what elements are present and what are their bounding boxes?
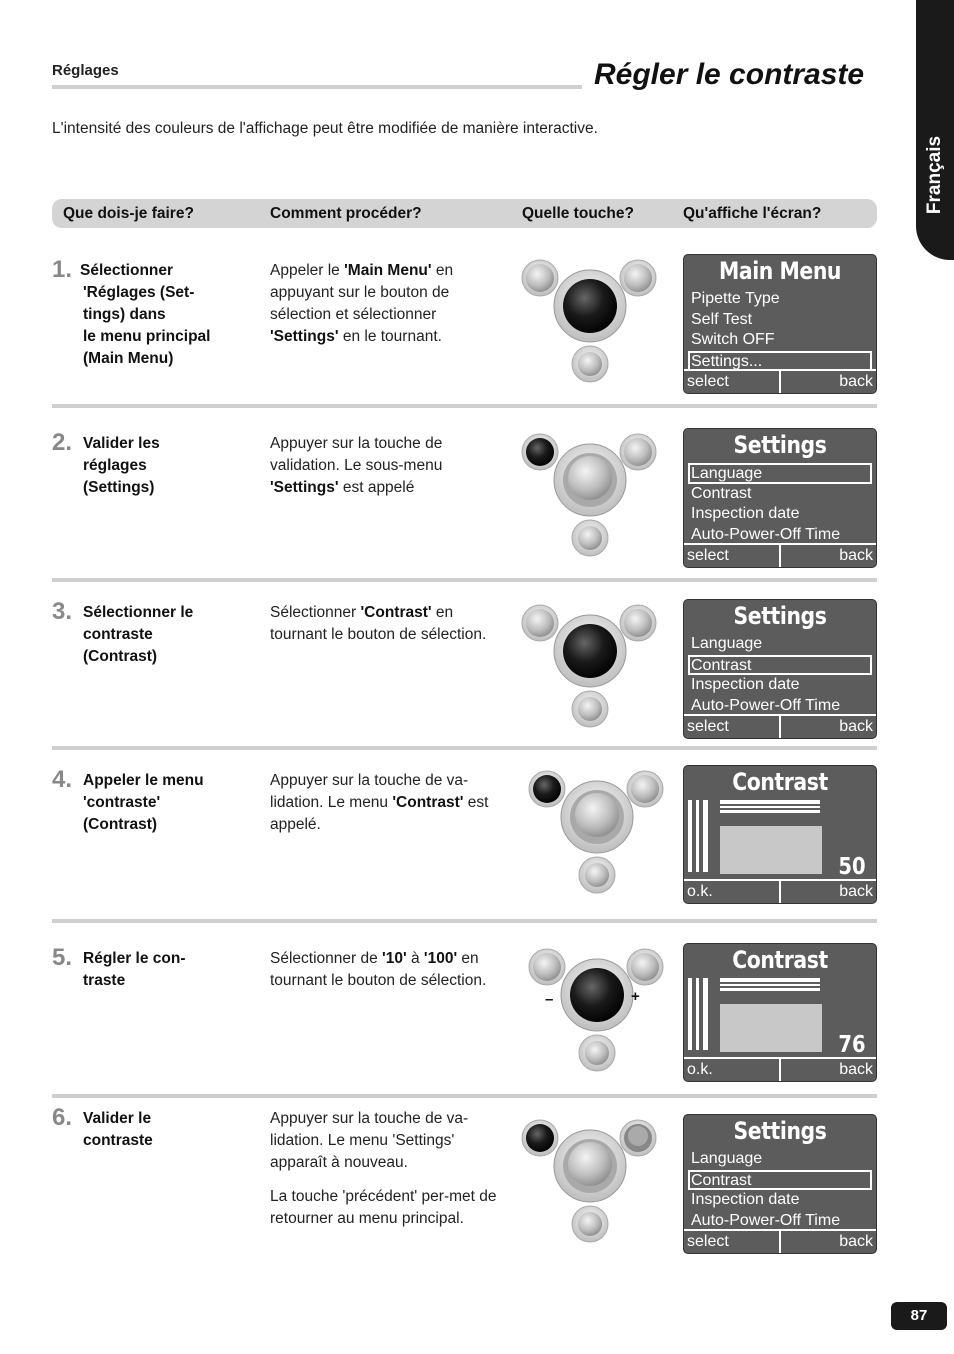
step-instruction-line: 'contraste' — [83, 794, 161, 811]
ok-button-icon — [526, 438, 554, 466]
contrast-lines — [720, 978, 820, 991]
softkey-right-label: back — [839, 547, 873, 564]
step-instruction-line: Sélectionner — [80, 262, 174, 279]
selection-wheel-icon — [563, 279, 617, 333]
device-screen — [683, 765, 877, 904]
screen-menu-item: Contrast — [691, 484, 752, 502]
bottom-button-icon — [578, 352, 602, 376]
step-number: 3. — [52, 598, 73, 625]
device-screen — [683, 428, 877, 568]
contrast-sample-box — [720, 826, 822, 874]
contrast-display — [684, 978, 876, 1057]
screen-softkeys — [684, 714, 876, 738]
keypad-illustration — [525, 945, 675, 1075]
column-header-key: Quelle touche? — [522, 205, 634, 222]
keypad-illustration — [525, 767, 675, 897]
plus-label: + — [631, 988, 640, 1005]
step-instruction-line: (Contrast) — [83, 816, 158, 833]
step-number: 5. — [52, 944, 73, 971]
screen-menu-item: Inspection date — [691, 1191, 800, 1208]
step-instruction-line: tings) dans — [83, 306, 166, 323]
softkey-left-label: select — [684, 716, 781, 738]
softkey-right-label: back — [839, 883, 873, 900]
screen-menu-item: Auto-Power-Off Time — [691, 525, 841, 543]
step-instruction — [80, 260, 210, 370]
screen-menu-item: Language — [691, 635, 763, 652]
keypad-illustration — [518, 1116, 668, 1246]
contrast-bars — [688, 800, 708, 872]
step-instruction-line: Sélectionner le — [83, 604, 194, 621]
screen-menu — [684, 1149, 876, 1229]
row-divider — [52, 404, 877, 408]
screen-menu-item-selected: Contrast — [688, 655, 872, 676]
softkey-right-label: back — [839, 1233, 873, 1250]
keypad-illustration — [518, 601, 668, 731]
device-screen — [683, 1114, 877, 1254]
step-number: 6. — [52, 1104, 73, 1131]
screen-title: Settings — [733, 602, 827, 630]
ok-button-icon — [526, 1124, 554, 1152]
device-screen — [683, 599, 877, 739]
keypad — [518, 256, 668, 391]
back-button-icon — [624, 438, 652, 466]
step-instruction-line: traste — [83, 972, 126, 989]
screen-menu-item: Pipette Type — [691, 290, 780, 307]
step-instruction-line: (Main Menu) — [83, 350, 174, 367]
step-procedure: Sélectionner de '10' à '100' en tournant le bouton de sélection. — [270, 950, 487, 989]
screen-menu-item: Inspection date — [691, 505, 800, 522]
keypad — [518, 430, 668, 565]
screen-menu — [684, 463, 876, 543]
device-screen — [683, 254, 877, 394]
row-divider — [52, 919, 877, 923]
ok-button-icon — [526, 264, 554, 292]
step-instruction-line: Régler le con- — [83, 950, 186, 967]
column-header-bar — [52, 199, 877, 228]
step-instruction-line: Valider les — [83, 435, 160, 452]
screen-softkeys — [684, 543, 876, 567]
device-screen — [683, 943, 877, 1082]
back-button-icon — [624, 609, 652, 637]
contrast-display — [684, 800, 876, 879]
softkey-right-label: back — [839, 373, 873, 390]
section-label: Réglages — [52, 62, 119, 79]
column-header-screen: Qu'affiche l'écran? — [683, 205, 822, 222]
step-instruction-line: contraste — [83, 1132, 153, 1149]
back-button-icon — [631, 953, 659, 981]
screen-menu-item-selected: Language — [688, 463, 872, 484]
screen-softkeys — [684, 879, 876, 903]
screen-softkeys — [684, 1229, 876, 1253]
contrast-lines — [720, 800, 820, 813]
language-tab — [916, 0, 954, 260]
step-instruction — [83, 433, 160, 499]
language-label: Français — [924, 135, 945, 215]
screen-softkeys — [684, 1057, 876, 1081]
page-title: Régler le contraste — [594, 58, 865, 91]
screen-title: Contrast — [732, 946, 828, 974]
section-rule — [52, 85, 582, 89]
screen-title: Contrast — [732, 768, 828, 796]
softkey-right-label: back — [839, 1061, 873, 1078]
step-instruction-line: Valider le — [83, 1110, 152, 1127]
step-instruction — [83, 948, 186, 992]
screen-menu-item: Inspection date — [691, 676, 800, 693]
screen-menu-item: Switch OFF — [691, 331, 775, 348]
step-procedure-note: La touche 'précédent' per-met de retourner au menu principal. — [270, 1188, 497, 1227]
bottom-button-icon — [585, 863, 609, 887]
bottom-button-icon — [578, 1212, 602, 1236]
minus-label: – — [545, 991, 554, 1008]
row-divider — [52, 1094, 877, 1098]
contrast-value: 76 — [838, 1032, 866, 1058]
step-procedure: Appuyer sur la touche de validation. Le sous-menu 'Settings' est appelé — [270, 435, 443, 496]
screen-menu-item: Auto-Power-Off Time — [691, 1211, 841, 1229]
step-number: 1. — [52, 256, 73, 283]
back-button-icon — [631, 775, 659, 803]
selection-wheel-icon — [570, 968, 624, 1022]
step-instruction — [83, 602, 193, 668]
step-procedure: Sélectionner 'Contrast' en tournant le bouton de sélection. — [270, 604, 487, 643]
keypad — [518, 601, 668, 736]
screen-title: Main Menu — [718, 257, 842, 285]
contrast-sample-box — [720, 1004, 822, 1052]
step-procedure: Appuyer sur la touche de va-lidation. Le menu 'Contrast' est appelé. — [270, 772, 489, 833]
keypad-illustration — [518, 256, 668, 386]
step-instruction — [83, 1108, 153, 1152]
bottom-button-icon — [578, 526, 602, 550]
row-divider — [52, 578, 877, 582]
screen-title: Settings — [733, 431, 827, 459]
step-instruction-line: Appeler le menu — [83, 772, 204, 789]
contrast-value: 50 — [838, 854, 866, 880]
step-instruction-line: (Settings) — [83, 479, 155, 496]
screen-title: Settings — [733, 1117, 827, 1145]
screen-menu-item-selected: Contrast — [688, 1170, 872, 1191]
step-instruction-line: contraste — [83, 626, 153, 643]
keypad — [525, 767, 675, 902]
column-header-how: Comment procéder? — [270, 205, 422, 222]
page-number: 87 — [891, 1302, 947, 1330]
screen-menu — [684, 289, 876, 369]
step-instruction-line: (Contrast) — [83, 648, 158, 665]
ok-button-icon — [526, 609, 554, 637]
bottom-button-icon — [578, 697, 602, 721]
screen-softkeys — [684, 369, 876, 393]
row-divider — [52, 746, 877, 750]
step-number: 4. — [52, 766, 73, 793]
keypad — [525, 945, 675, 1080]
screen-menu-item: Language — [691, 1150, 763, 1167]
screen-menu-item: Auto-Power-Off Time — [691, 696, 841, 714]
step-instruction-line: le menu principal — [83, 328, 211, 345]
ok-button-icon — [533, 953, 561, 981]
screen-menu — [684, 634, 876, 714]
contrast-bars — [688, 978, 708, 1050]
softkey-right-label: back — [839, 718, 873, 735]
screen-menu-item: Self Test — [691, 310, 753, 328]
back-button-icon — [624, 264, 652, 292]
intro-text: L'intensité des couleurs de l'affichage peut être modifiée de manière interactive. — [52, 120, 598, 137]
step-procedure: Appuyer sur la touche de va-lidation. Le menu 'Settings' apparaît à nouveau. — [270, 1110, 469, 1171]
column-header-what: Que dois-je faire? — [63, 205, 194, 222]
step-procedure: Appeler le 'Main Menu' en appuyant sur le bouton de sélection et sélectionner 'Settings' en le tournant. — [270, 262, 454, 345]
step-instruction — [83, 770, 204, 836]
bottom-button-icon — [585, 1041, 609, 1065]
softkey-left-label: o.k. — [684, 881, 781, 903]
keypad — [518, 1116, 668, 1251]
step-number: 2. — [52, 429, 73, 456]
softkey-left-label: select — [684, 545, 781, 567]
screen-menu-item-selected: Settings... — [688, 351, 872, 372]
ok-button-icon — [533, 775, 561, 803]
selection-wheel-icon — [563, 624, 617, 678]
step-instruction-line: 'Réglages (Set- — [83, 284, 195, 301]
softkey-left-label: o.k. — [684, 1059, 781, 1081]
keypad-illustration — [518, 430, 668, 560]
softkey-left-label: select — [684, 1231, 781, 1253]
step-instruction-line: réglages — [83, 457, 147, 474]
softkey-left-label: select — [684, 371, 781, 393]
